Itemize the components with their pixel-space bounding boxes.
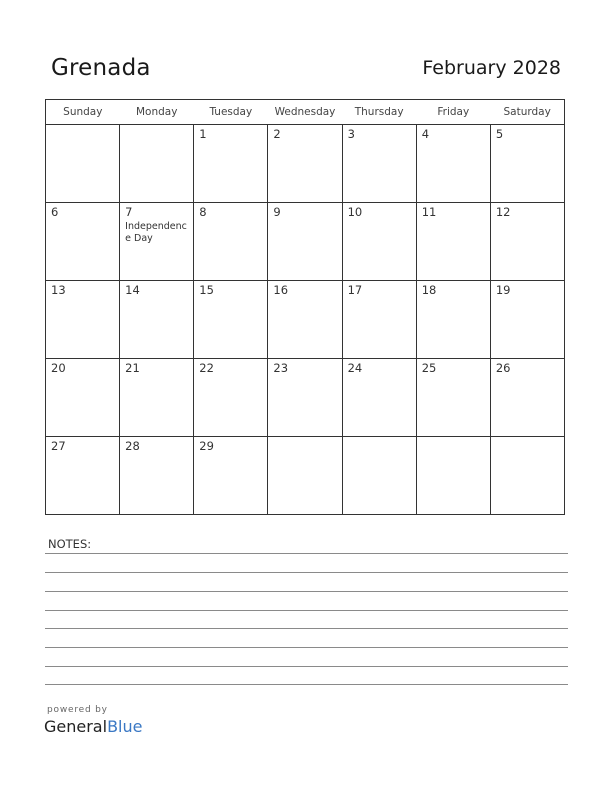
day-cell: [194, 437, 268, 515]
day-cell: [490, 359, 564, 437]
day-cell: [342, 281, 416, 359]
day-cell: [416, 437, 490, 515]
day-cell: [194, 125, 268, 203]
day-cell: [268, 359, 342, 437]
week-row: [46, 437, 565, 515]
weekday-wednesday: Wednesday: [268, 100, 342, 125]
weekday-tuesday: Tuesday: [194, 100, 268, 125]
day-number: 4: [421, 127, 430, 141]
week-row: [46, 281, 565, 359]
day-number: 12: [495, 205, 511, 219]
day-cell: [46, 203, 120, 281]
day-cell: [194, 203, 268, 281]
day-cell: [416, 125, 490, 203]
day-number: 24: [347, 361, 363, 375]
month-title: February 2028: [422, 57, 561, 79]
day-number: 3: [347, 127, 355, 141]
day-number: 23: [273, 361, 289, 375]
day-number: 6: [51, 205, 59, 219]
weekday-saturday: Saturday: [490, 100, 564, 125]
weekday-thursday: Thursday: [342, 100, 416, 125]
powered-by-text: powered by: [47, 705, 108, 715]
day-cell: [194, 359, 268, 437]
weekday-sunday: Sunday: [46, 100, 120, 125]
day-number: 5: [495, 127, 504, 141]
day-cell: [46, 437, 120, 515]
day-number: 18: [421, 283, 437, 297]
day-cell: [268, 203, 342, 281]
day-cell: [416, 359, 490, 437]
calendar-grid: [45, 99, 565, 515]
day-cell: [120, 359, 194, 437]
day-cell: [416, 281, 490, 359]
note-line: [45, 666, 568, 667]
notes-label: NOTES:: [48, 537, 92, 551]
day-number: 11: [421, 205, 437, 219]
week-row: [46, 203, 565, 281]
note-line: [45, 647, 568, 648]
brand-logo[interactable]: [44, 717, 142, 736]
day-number: 26: [495, 361, 511, 375]
note-line: [45, 684, 568, 685]
day-number: 1: [199, 127, 207, 141]
day-cell: [46, 125, 120, 203]
note-line: [45, 610, 568, 611]
day-number: 16: [273, 283, 289, 297]
week-row: [46, 359, 565, 437]
day-number: 10: [347, 205, 363, 219]
holiday-label: Independence Day: [125, 221, 187, 244]
day-cell: [490, 125, 564, 203]
day-number: 19: [495, 283, 511, 297]
day-number: 17: [347, 283, 363, 297]
day-number: 21: [125, 361, 140, 375]
day-number: 13: [51, 283, 66, 297]
note-line: [45, 591, 568, 592]
day-cell: [194, 281, 268, 359]
note-line: [45, 572, 568, 573]
day-cell: [120, 203, 194, 281]
day-number: 9: [273, 205, 281, 219]
week-row: [46, 125, 565, 203]
day-number: 2: [273, 127, 281, 141]
day-cell: [342, 359, 416, 437]
day-cell: [46, 359, 120, 437]
note-line: [45, 553, 568, 554]
day-number: 22: [199, 361, 214, 375]
day-cell: [120, 437, 194, 515]
day-number: 25: [421, 361, 437, 375]
day-cell: [342, 437, 416, 515]
day-cell: [342, 203, 416, 281]
day-cell: [268, 125, 342, 203]
note-line: [45, 628, 568, 629]
day-number: 20: [51, 361, 66, 375]
day-number: 15: [199, 283, 214, 297]
day-cell: [120, 125, 194, 203]
day-number: 7: [125, 205, 133, 219]
day-cell: [268, 281, 342, 359]
day-number: 8: [199, 205, 207, 219]
day-number: 29: [199, 439, 214, 453]
day-number: 27: [51, 439, 66, 453]
day-cell: [342, 125, 416, 203]
day-cell: [490, 437, 564, 515]
weekday-monday: Monday: [120, 100, 194, 125]
brand-general: General: [44, 717, 108, 736]
day-cell: [416, 203, 490, 281]
day-cell: [268, 437, 342, 515]
day-number: 14: [125, 283, 140, 297]
country-title: Grenada: [51, 55, 151, 81]
day-cell: [120, 281, 194, 359]
day-number: 28: [125, 439, 140, 453]
day-cell: [490, 203, 564, 281]
weekday-header-row: [46, 100, 565, 125]
brand-blue: Blue: [107, 717, 143, 736]
day-cell: [46, 281, 120, 359]
day-cell: [490, 281, 564, 359]
weekday-friday: Friday: [416, 100, 490, 125]
